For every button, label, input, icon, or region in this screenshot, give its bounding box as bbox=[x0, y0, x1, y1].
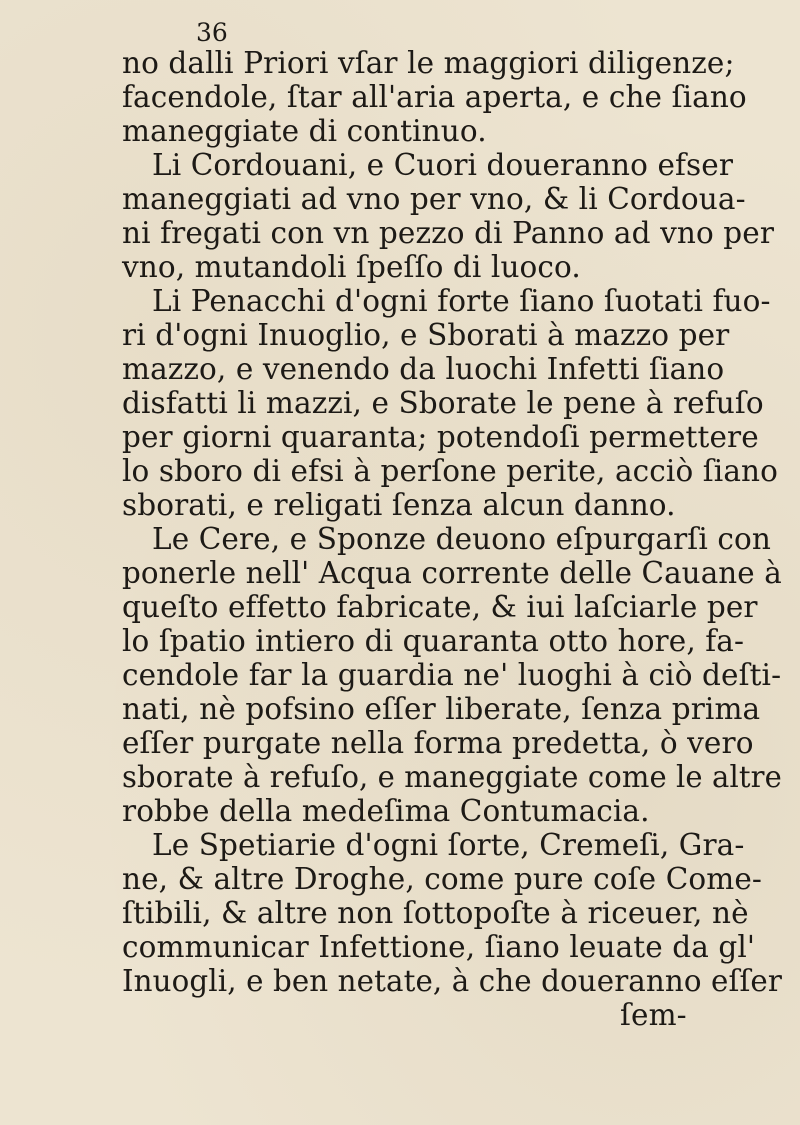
text-line: maneggiate di continuo. bbox=[122, 114, 487, 148]
text-line: ni fregati con vn pezzo di Panno ad vno per bbox=[122, 216, 775, 250]
text-line: Le Spetiarie d'ogni ſorte, Cremeſi, Gra- bbox=[152, 828, 745, 862]
text-line: lo ſpatio intiero di quaranta otto hore, fa- bbox=[122, 624, 745, 658]
page-number: 36 bbox=[196, 18, 228, 47]
text-line: ne, & altre Droghe, come pure coſe Come- bbox=[122, 862, 762, 896]
text-line: ſtibili, & altre non ſottopoſte à riceuer, nè bbox=[122, 896, 749, 930]
text-line: sborate à refuſo, e maneggiate come le altre bbox=[122, 760, 782, 794]
text-line: disfatti li mazzi, e Sborate le pene à refuſo bbox=[122, 386, 764, 420]
text-line: vno, mutandoli ſpeſſo di luoco. bbox=[122, 250, 581, 284]
text-line: lo sboro di efsi à perſone perite, acciò ſiano bbox=[122, 454, 778, 488]
text-line: no dalli Priori vſar le maggiori diligenze; bbox=[122, 46, 735, 80]
text-line: communicar Infettione, ſiano leuate da gl' bbox=[122, 930, 756, 964]
text-line: sborati, e religati ſenza alcun danno. bbox=[122, 488, 676, 522]
text-line: ri d'ogni Inuoglio, e Sborati à mazzo per bbox=[122, 318, 730, 352]
text-line: Li Cordouani, e Cuori doueranno efser bbox=[152, 148, 734, 182]
text-line: Le Cere, e Sponze deuono eſpurgarſi con bbox=[152, 522, 771, 556]
text-line: Li Penacchi d'ogni forte ſiano ſuotati fuo- bbox=[152, 284, 771, 318]
text-line: Inuogli, e ben netate, à che doueranno eſſer bbox=[122, 964, 782, 998]
text-line: robbe della medeſima Contumacia. bbox=[122, 794, 650, 828]
text-line: cendole far la guardia ne' luoghi à ciò deſti- bbox=[122, 658, 782, 692]
text-line: ponerle nell' Acqua corrente delle Cauane à bbox=[122, 556, 782, 590]
text-line: maneggiati ad vno per vno, & li Cordoua- bbox=[122, 182, 746, 216]
text-line: per giorni quaranta; potendoſi permettere bbox=[122, 420, 759, 454]
text-line: facendole, ſtar all'aria aperta, e che ſiano bbox=[122, 80, 747, 114]
text-line: ſem- bbox=[620, 998, 687, 1032]
text-line: queſto effetto fabricate, & iui laſciarle per bbox=[122, 590, 758, 624]
text-line: mazzo, e venendo da luochi Infetti ſiano bbox=[122, 352, 725, 386]
text-line: eſſer purgate nella forma predetta, ò vero bbox=[122, 726, 754, 760]
text-line: nati, nè pofsino eſſer liberate, ſenza prima bbox=[122, 692, 761, 726]
